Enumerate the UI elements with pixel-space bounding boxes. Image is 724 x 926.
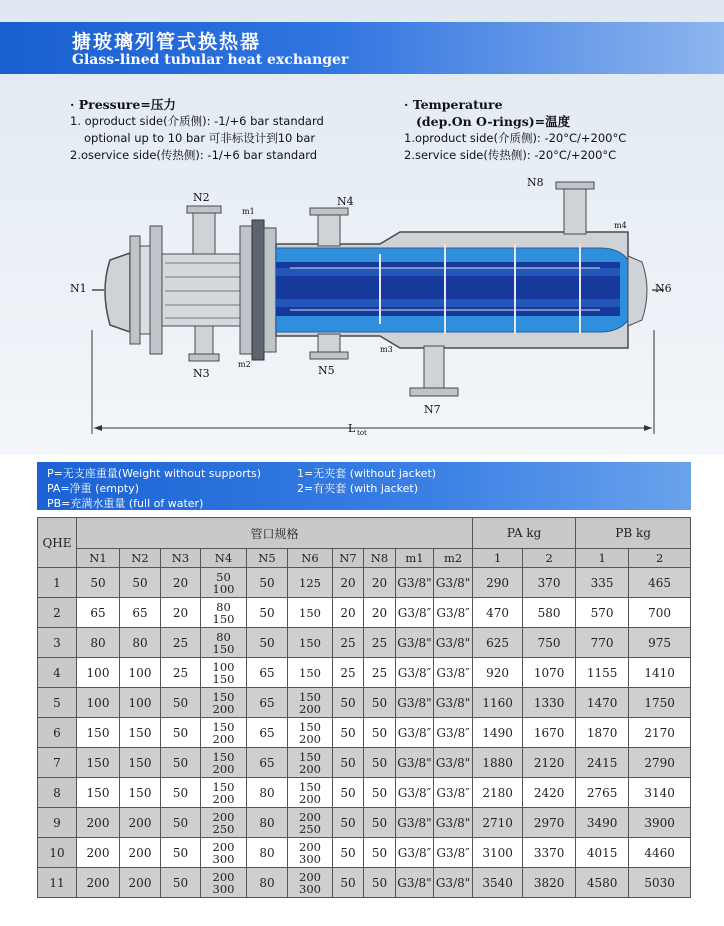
cell-pa1: 3540 [473,868,523,898]
cell-n8: 25 [364,658,396,688]
legend-without-jacket: 1=无夹套 (without jacket) [297,467,437,480]
cell-n5: 80 [247,868,288,898]
temperature-line-1: 1.oproduct side(介质侧): -20°C/+200°C [404,131,627,145]
cell-n4-a: 150 [212,779,235,794]
cell-pb2: 3140 [629,778,691,808]
cell-n4-a: 150 [212,749,235,764]
cell-n6-a: 150 [299,779,321,794]
cell-qhe: 8 [38,778,77,808]
cell-pb1: 570 [576,598,629,628]
cell-n2: 150 [120,778,161,808]
column-header: N3 [161,549,201,568]
cell-n6-a: 150 [299,719,321,734]
cell-pb2: 3900 [629,808,691,838]
cell-n4 [201,718,247,748]
cell-n4-a: 50 [216,569,231,584]
cell-n6 [288,748,333,778]
label-ltot: L [348,422,356,435]
nozzle-n2 [187,206,221,254]
cell-n4-a: 200 [212,839,235,854]
header-nozzle-spec: 管口规格 [77,518,473,549]
cell-n6-b: 300 [299,881,321,896]
cell-n4-a: 200 [212,809,235,824]
cell-n1: 100 [77,688,120,718]
nozzle-n8 [556,182,594,234]
cell-n4-a: 150 [212,719,235,734]
label-m3: m3 [380,345,393,354]
cell-qhe: 6 [38,718,77,748]
label-n3: N3 [193,367,210,380]
pressure-line-1: 1. oproduct side(介质侧): -1/+6 bar standard [70,114,324,128]
cell-n1: 200 [77,838,120,868]
column-header: N5 [247,549,288,568]
header-qhe: QHE [38,518,77,568]
pressure-spec [70,96,324,164]
cell-n4 [201,658,247,688]
cell-n8: 50 [364,838,396,868]
cell-n7: 20 [333,568,364,598]
cell-n6-a: 200 [299,809,321,824]
temperature-spec [404,96,626,164]
cell-pa2: 2420 [523,778,576,808]
cell-pb2: 700 [629,598,691,628]
cell-n4-b: 200 [212,791,235,806]
cell-n4 [201,868,247,898]
nozzle-n4 [310,208,348,246]
cell-m1: G3/8" [396,748,434,778]
cell-n1: 150 [77,778,120,808]
table-header-row-1 [38,518,691,549]
temperature-line-2: 2.service side(传热侧): -20°C/+200°C [404,148,617,162]
cell-n6 [288,568,333,598]
cell-n4-b: 200 [212,731,235,746]
legend-with-jacket: 2=有夹套 (with jacket) [297,482,419,495]
cell-pa1: 2710 [473,808,523,838]
title-english: Glass-lined tubular heat exchanger [72,52,349,68]
cell-n6-b: 200 [299,791,321,806]
cell-pa2: 3370 [523,838,576,868]
cell-n6 [288,808,333,838]
cell-m2: G3/8″ [434,598,473,628]
cell-m2: G3/8″ [434,838,473,868]
cell-pa1: 290 [473,568,523,598]
label-m1: m1 [242,207,255,216]
label-ltot-sub: tot [357,429,367,437]
cell-n4-b: 250 [212,821,235,836]
cell-n6-b: 300 [299,851,321,866]
cell-n4 [201,808,247,838]
cell-n4-b: 100 [212,581,235,596]
spec-table [37,517,691,898]
cell-n2: 100 [120,688,161,718]
cell-pa1: 920 [473,658,523,688]
cell-m1: G3/8″ [396,718,434,748]
cell-n1: 200 [77,808,120,838]
cell-n1: 150 [77,748,120,778]
cell-pa2: 1070 [523,658,576,688]
cell-n4-a: 80 [216,599,231,614]
cell-n3: 50 [161,808,201,838]
label-m2: m2 [238,360,251,369]
cell-n4 [201,568,247,598]
cell-m2: G3/8" [434,628,473,658]
cell-pb1: 2415 [576,748,629,778]
cell-n5: 50 [247,628,288,658]
cell-n4 [201,598,247,628]
cell-n2: 200 [120,868,161,898]
cell-n4-b: 200 [212,761,235,776]
cell-n2: 150 [120,748,161,778]
nozzle-n5 [310,334,348,359]
label-n1: N1 [70,282,87,295]
cell-n2: 65 [120,598,161,628]
header-pa: PA kg [473,518,576,549]
cell-n6-a: 150 [299,605,321,620]
cell-n8: 50 [364,808,396,838]
cell-n2: 100 [120,658,161,688]
cell-qhe: 7 [38,748,77,778]
cell-n5: 80 [247,778,288,808]
cell-n3: 50 [161,868,201,898]
cell-n6 [288,718,333,748]
cell-m2: G3/8″ [434,718,473,748]
cell-pb1: 1155 [576,658,629,688]
cell-n8: 50 [364,718,396,748]
cell-n6-b: 200 [299,761,321,776]
cell-n6-a: 150 [299,689,321,704]
heat-exchanger-drawing [0,170,724,455]
table-row [38,718,691,748]
cell-n3: 20 [161,598,201,628]
head-and-flanges [92,226,240,354]
cell-n6-a: 125 [299,575,321,590]
cell-n3: 50 [161,778,201,808]
cell-n7: 20 [333,598,364,628]
cell-n7: 25 [333,628,364,658]
cell-pa2: 2120 [523,748,576,778]
weight-legend [37,462,691,510]
cell-n5: 50 [247,568,288,598]
cell-n6 [288,778,333,808]
cell-n4-b: 300 [212,851,235,866]
cell-n4 [201,628,247,658]
cell-pb2: 1750 [629,688,691,718]
cell-m2: G3/8" [434,568,473,598]
cell-qhe: 5 [38,688,77,718]
cell-pb2: 2170 [629,718,691,748]
cell-pb1: 3490 [576,808,629,838]
table-row [38,748,691,778]
cell-n7: 50 [333,808,364,838]
table-row [38,838,691,868]
cell-n3: 50 [161,748,201,778]
cell-n5: 65 [247,718,288,748]
column-header: N6 [288,549,333,568]
cell-m2: G3/8" [434,688,473,718]
cell-n6-a: 200 [299,869,321,884]
cell-n6-a: 150 [299,665,321,680]
cell-m1: G3/8″ [396,778,434,808]
cell-m2: G3/8″ [434,778,473,808]
cell-n7: 50 [333,718,364,748]
temperature-heading-2: (dep.On O-rings)=温度 [416,114,571,129]
cell-n4-b: 200 [212,701,235,716]
cell-n7: 50 [333,688,364,718]
cell-n3: 25 [161,658,201,688]
table-row [38,568,691,598]
cell-n8: 50 [364,778,396,808]
cell-pb2: 1410 [629,658,691,688]
cell-pb2: 465 [629,568,691,598]
legend-pa: PA=净重 (empty) [47,482,140,495]
column-header: 1 [473,549,523,568]
column-header: m2 [434,549,473,568]
legend-p: P=无支座重量(Weight without supports) [47,467,262,480]
cell-n7: 50 [333,868,364,898]
cell-pb1: 1470 [576,688,629,718]
cell-n6 [288,838,333,868]
cell-n4-a: 200 [212,869,235,884]
cell-n4 [201,688,247,718]
cell-n3: 25 [161,628,201,658]
cell-n4-a: 100 [212,659,235,674]
cell-pa1: 1490 [473,718,523,748]
cell-n4-a: 150 [212,689,235,704]
cell-pa1: 2180 [473,778,523,808]
cell-m1: G3/8″ [396,838,434,868]
cell-n6-b: 200 [299,731,321,746]
cell-n8: 20 [364,568,396,598]
cell-n1: 150 [77,718,120,748]
cell-pb1: 4015 [576,838,629,868]
column-header: N2 [120,549,161,568]
cell-n5: 65 [247,688,288,718]
cell-m2: G3/8" [434,748,473,778]
cell-n3: 50 [161,688,201,718]
cell-n6 [288,868,333,898]
cell-n5: 50 [247,598,288,628]
cell-n6-b: 250 [299,821,321,836]
cell-n4-a: 80 [216,629,231,644]
cell-n8: 20 [364,598,396,628]
cell-n2: 150 [120,718,161,748]
cell-n3: 20 [161,568,201,598]
cell-n8: 25 [364,628,396,658]
cell-m2: G3/8″ [434,658,473,688]
cell-pb1: 770 [576,628,629,658]
table-row [38,658,691,688]
cell-n3: 50 [161,718,201,748]
cell-n1: 50 [77,568,120,598]
cell-m1: G3/8″ [396,658,434,688]
column-header: N1 [77,549,120,568]
cell-pb1: 335 [576,568,629,598]
pressure-line-2: optional up to 10 bar 可非标设计到10 bar [84,131,316,145]
cell-pb1: 2765 [576,778,629,808]
column-header: 1 [576,549,629,568]
label-n5: N5 [318,364,335,377]
cell-n5: 80 [247,838,288,868]
cell-n4 [201,778,247,808]
pressure-line-3: 2.oservice side(传热侧): -1/+6 bar standard [70,148,318,162]
cell-m1: G3/8" [396,568,434,598]
cell-n2: 200 [120,808,161,838]
cell-n6 [288,628,333,658]
cell-n4-b: 150 [212,671,235,686]
cell-n6-b: 200 [299,701,321,716]
table-row [38,868,691,898]
cell-m1: G3/8" [396,808,434,838]
cell-qhe: 1 [38,568,77,598]
cell-pb2: 4460 [629,838,691,868]
label-n4: N4 [337,195,354,208]
table-row [38,778,691,808]
cell-n8: 50 [364,748,396,778]
cell-m1: G3/8" [396,868,434,898]
table-row [38,598,691,628]
table-row [38,688,691,718]
nozzle-n7 [410,346,458,396]
cell-m2: G3/8" [434,868,473,898]
cell-n4-b: 150 [212,611,235,626]
cell-n6-a: 150 [299,749,321,764]
cell-pa2: 1670 [523,718,576,748]
cell-n5: 65 [247,748,288,778]
cell-m1: G3/8″ [396,598,434,628]
cell-n5: 65 [247,658,288,688]
cell-pb2: 975 [629,628,691,658]
cell-pa2: 3820 [523,868,576,898]
cell-n2: 80 [120,628,161,658]
tubesheet-flanges [240,220,276,360]
shell [276,232,664,348]
cell-qhe: 3 [38,628,77,658]
cell-n6 [288,598,333,628]
cell-n4-b: 300 [212,881,235,896]
title-chinese: 搪玻璃列管式换热器 [72,31,262,53]
cell-pa2: 580 [523,598,576,628]
table-body [38,568,691,898]
cell-n4 [201,748,247,778]
column-header: 2 [629,549,691,568]
label-n8: N8 [527,176,544,189]
cell-n7: 50 [333,838,364,868]
cell-pa1: 3100 [473,838,523,868]
cell-pa2: 750 [523,628,576,658]
cell-qhe: 2 [38,598,77,628]
cell-n8: 50 [364,868,396,898]
cell-pa2: 370 [523,568,576,598]
cell-qhe: 9 [38,808,77,838]
cell-n6-a: 150 [299,635,321,650]
cell-n1: 80 [77,628,120,658]
cell-qhe: 11 [38,868,77,898]
label-n7: N7 [424,403,441,416]
cell-n5: 80 [247,808,288,838]
label-m4: m4 [614,221,627,230]
column-header: N4 [201,549,247,568]
cell-n1: 65 [77,598,120,628]
cell-qhe: 4 [38,658,77,688]
cell-n7: 50 [333,778,364,808]
cell-n2: 200 [120,838,161,868]
cell-pa1: 470 [473,598,523,628]
column-header: N7 [333,549,364,568]
column-header: N8 [364,549,396,568]
cell-pa2: 1330 [523,688,576,718]
column-header: 2 [523,549,576,568]
cell-n6-a: 200 [299,839,321,854]
table-header-row-2 [38,549,691,568]
cell-pb2: 2790 [629,748,691,778]
legend-pb: PB=充满水重量 (full of water) [47,497,204,510]
cell-m1: G3/8" [396,628,434,658]
column-header: m1 [396,549,434,568]
label-n2: N2 [193,191,210,204]
cell-pa1: 1160 [473,688,523,718]
cell-n7: 25 [333,658,364,688]
cell-n6 [288,688,333,718]
table-row [38,808,691,838]
cell-m2: G3/8" [434,808,473,838]
cell-n2: 50 [120,568,161,598]
cell-n1: 100 [77,658,120,688]
cell-pa1: 1880 [473,748,523,778]
cell-pb1: 1870 [576,718,629,748]
cell-pb1: 4580 [576,868,629,898]
nozzle-n3 [189,326,219,361]
cell-n7: 50 [333,748,364,778]
table-row [38,628,691,658]
cell-n4-b: 150 [212,641,235,656]
label-n6: N6 [655,282,672,295]
temperature-heading: · Temperature [404,97,503,112]
cell-qhe: 10 [38,838,77,868]
cell-pb2: 5030 [629,868,691,898]
cell-m1: G3/8" [396,688,434,718]
cell-n3: 50 [161,838,201,868]
cell-n8: 50 [364,688,396,718]
cell-pa2: 2970 [523,808,576,838]
cell-n1: 200 [77,868,120,898]
cell-n6 [288,658,333,688]
header-pb: PB kg [576,518,691,549]
pressure-heading: · Pressure=压力 [70,97,176,112]
cell-pa1: 625 [473,628,523,658]
cell-n4 [201,838,247,868]
